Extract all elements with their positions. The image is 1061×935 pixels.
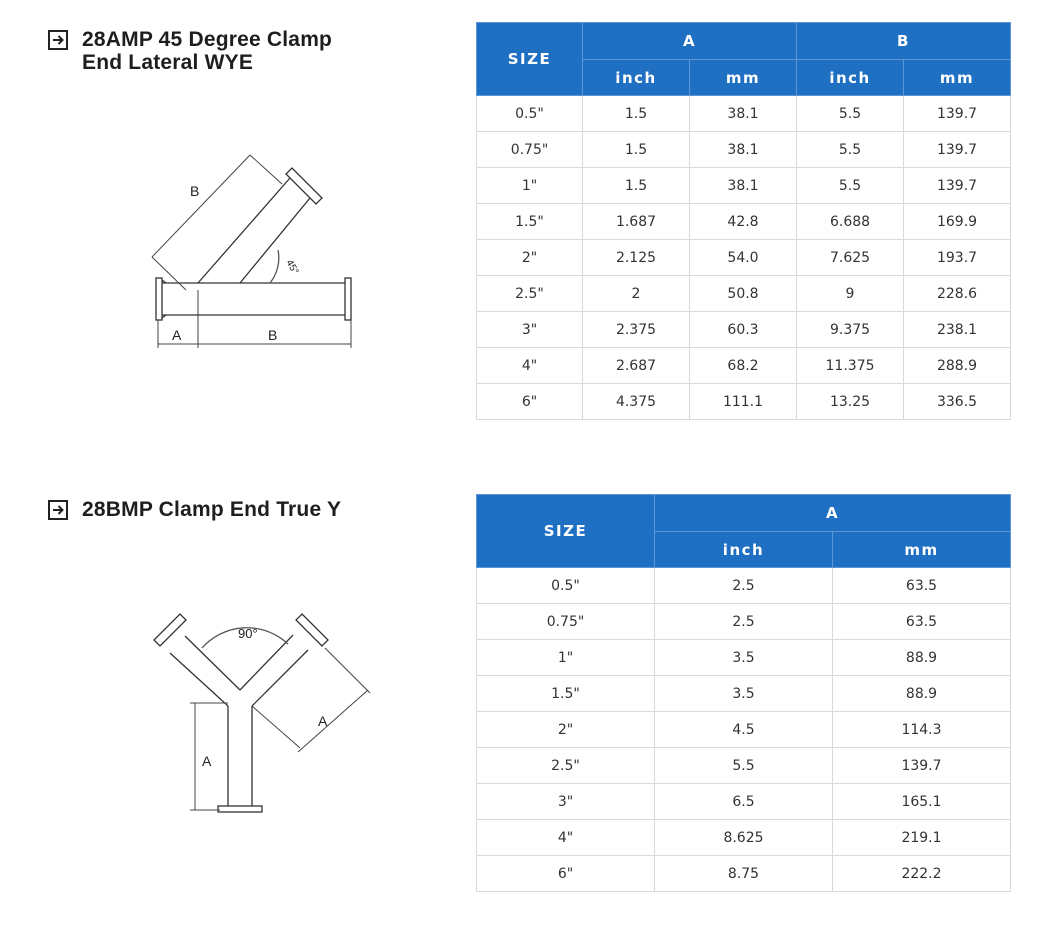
table-cell: 5.5 [655,748,833,784]
table-cell: 219.1 [833,820,1011,856]
table-cell: 38.1 [690,132,797,168]
table-cell: 3" [477,312,583,348]
unit-header-inch: inch [655,532,833,568]
table-cell: 139.7 [904,132,1011,168]
table-row [477,96,1011,132]
table-cell: 2.125 [583,240,690,276]
table-cell: 5.5 [797,168,904,204]
table-cell: 68.2 [690,348,797,384]
spec-table-lateral-wye [476,22,1011,420]
dim-label-a-right: A [318,713,328,729]
section-heading [48,28,332,74]
arrow-right-icon [48,500,68,520]
table-cell: 9.375 [797,312,904,348]
section-true-y [0,470,1061,935]
table-cell: 4.375 [583,384,690,420]
table-cell: 0.5" [477,568,655,604]
table-cell: 54.0 [690,240,797,276]
table-row [477,348,1011,384]
table-row [477,748,1011,784]
table-row [477,240,1011,276]
section-lateral-wye [0,0,1061,460]
true-y-drawing [140,598,380,818]
table-cell: 2 [583,276,690,312]
section-title [82,498,341,521]
table-cell: 4" [477,820,655,856]
size-header: SIZE [477,23,583,96]
table-cell: 0.75" [477,132,583,168]
table-cell: 2" [477,240,583,276]
table-cell: 5.5 [797,132,904,168]
table-cell: 6" [477,384,583,420]
table-cell: 3.5 [655,640,833,676]
table-cell: 111.1 [690,384,797,420]
table-row [477,204,1011,240]
table-cell: 7.625 [797,240,904,276]
title-line-1: 28AMP 45 Degree Clamp [82,28,333,51]
table-row [477,856,1011,892]
table-cell: 42.8 [690,204,797,240]
table-cell: 0.5" [477,96,583,132]
table-row [477,784,1011,820]
section-heading [48,498,341,521]
table-row [477,676,1011,712]
table-cell: 11.375 [797,348,904,384]
angle-label: 45° [283,258,301,277]
table-row [477,312,1011,348]
table-row [477,568,1011,604]
table-row [477,640,1011,676]
table-cell: 2.687 [583,348,690,384]
unit-header-mm: mm [690,60,797,96]
table-cell: 1.5 [583,168,690,204]
table-row [477,712,1011,748]
table-cell: 8.625 [655,820,833,856]
dim-label-a: A [172,327,182,343]
table-cell: 4.5 [655,712,833,748]
table-cell: 238.1 [904,312,1011,348]
lateral-wye-drawing [140,150,370,355]
table-cell: 222.2 [833,856,1011,892]
unit-header-mm: mm [904,60,1011,96]
unit-header-inch: inch [797,60,904,96]
unit-header-mm: mm [833,532,1011,568]
table-cell: 63.5 [833,568,1011,604]
table-cell: 6" [477,856,655,892]
table-row [477,820,1011,856]
group-header-a: A [655,495,1011,532]
table-cell: 6.688 [797,204,904,240]
table-cell: 9 [797,276,904,312]
table-cell: 165.1 [833,784,1011,820]
title-line-2: End Lateral WYE [82,51,254,74]
section-title [82,28,332,74]
table-row [477,384,1011,420]
table-cell: 139.7 [904,168,1011,204]
table-cell: 2.5 [655,604,833,640]
table-cell: 1.687 [583,204,690,240]
arrow-right-icon [48,30,68,50]
table-cell: 50.8 [690,276,797,312]
table-cell: 228.6 [904,276,1011,312]
spec-table-true-y [476,494,1011,892]
table-cell: 5.5 [797,96,904,132]
table-cell: 114.3 [833,712,1011,748]
table-cell: 1.5 [583,132,690,168]
table-cell: 2.5" [477,748,655,784]
unit-header-inch: inch [583,60,690,96]
table-cell: 2.375 [583,312,690,348]
table-cell: 1" [477,640,655,676]
table-cell: 3.5 [655,676,833,712]
table-cell: 2.5" [477,276,583,312]
table-cell: 2" [477,712,655,748]
table-cell: 60.3 [690,312,797,348]
table-cell: 13.25 [797,384,904,420]
angle-label: 90° [238,626,258,641]
table-cell: 6.5 [655,784,833,820]
table-row [477,168,1011,204]
table-cell: 1.5" [477,676,655,712]
table-row [477,276,1011,312]
table-cell: 1" [477,168,583,204]
table-cell: 88.9 [833,640,1011,676]
table-cell: 139.7 [833,748,1011,784]
dim-label-b-diagonal: B [190,183,200,199]
title-line-1: 28BMP Clamp End True Y [82,498,342,521]
table-cell: 288.9 [904,348,1011,384]
table-cell: 8.75 [655,856,833,892]
group-header-b: B [797,23,1011,60]
table-cell: 169.9 [904,204,1011,240]
size-header: SIZE [477,495,655,568]
table-cell: 3" [477,784,655,820]
table-cell: 38.1 [690,168,797,204]
table-cell: 4" [477,348,583,384]
dim-label-b: B [268,327,278,343]
table-row [477,132,1011,168]
table-cell: 63.5 [833,604,1011,640]
table-cell: 88.9 [833,676,1011,712]
dim-label-a-left: A [202,753,212,769]
table-cell: 193.7 [904,240,1011,276]
table-cell: 1.5 [583,96,690,132]
table-cell: 139.7 [904,96,1011,132]
table-cell: 1.5" [477,204,583,240]
table-row [477,604,1011,640]
group-header-a: A [583,23,797,60]
table-cell: 336.5 [904,384,1011,420]
table-cell: 2.5 [655,568,833,604]
table-cell: 0.75" [477,604,655,640]
table-cell: 38.1 [690,96,797,132]
